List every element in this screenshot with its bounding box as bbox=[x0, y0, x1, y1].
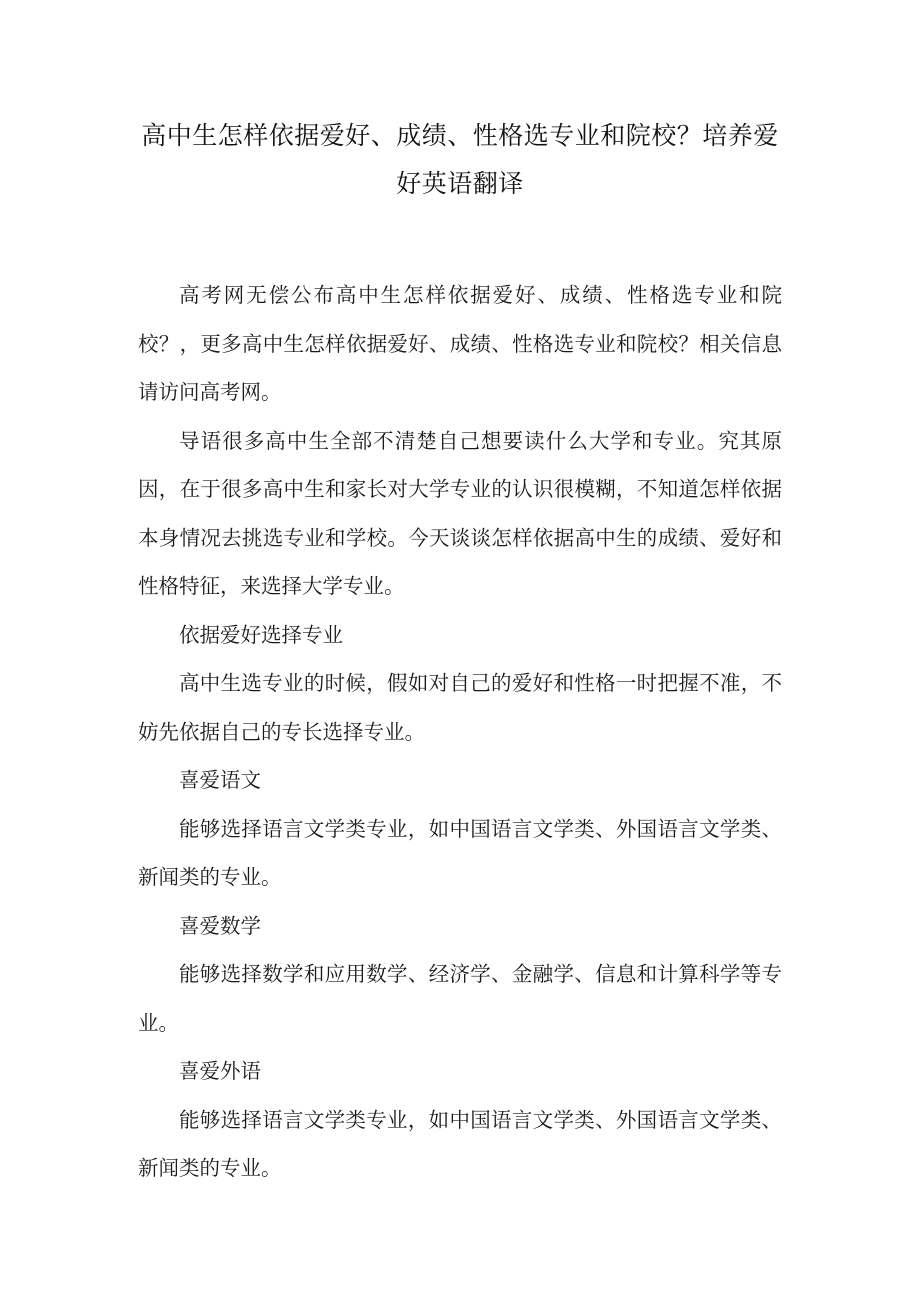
subheading-math: 喜爱数学 bbox=[179, 913, 261, 938]
document-body bbox=[138, 271, 782, 1193]
document-title: 高中生怎样依据爱好、成绩、性格选专业和院校？培养爱好英语翻译 bbox=[141, 121, 779, 198]
section-heading-interest: 依据爱好选择专业 bbox=[179, 622, 343, 647]
paragraph-foreign-language: 能够选择语言文学类专业，如中国语言文学类、外国语言文学类、新闻类的专业。 bbox=[138, 1107, 782, 1180]
paragraph-chinese: 能够选择语言文学类专业，如中国语言文学类、外国语言文学类、新闻类的专业。 bbox=[138, 816, 782, 889]
paragraph-math: 能够选择数学和应用数学、经济学、金融学、信息和计算科学等专业。 bbox=[138, 962, 782, 1035]
paragraph-lead: 导语很多高中生全部不清楚自己想要读什么大学和专业。究其原因，在于很多高中生和家长对大学专业的认识很模糊，不知道怎样依据本身情况去挑选专业和学校。今天谈谈怎样依据高中生的成绩、爱好和性格特征，来选择大学专业。 bbox=[138, 428, 782, 598]
subheading-chinese: 喜爱语文 bbox=[179, 768, 261, 792]
subheading-foreign-language: 喜爱外语 bbox=[179, 1059, 261, 1083]
paragraph-strength: 高中生选专业的时候，假如对自己的爱好和性格一时把握不准，不妨先依据自己的专长选择专业。 bbox=[138, 671, 782, 744]
paragraph-intro: 高考网无偿公布高中生怎样依据爱好、成绩、性格选专业和院校？，更多高中生怎样依据爱好、成绩、性格选专业和院校？相关信息请访问高考网。 bbox=[138, 283, 782, 404]
